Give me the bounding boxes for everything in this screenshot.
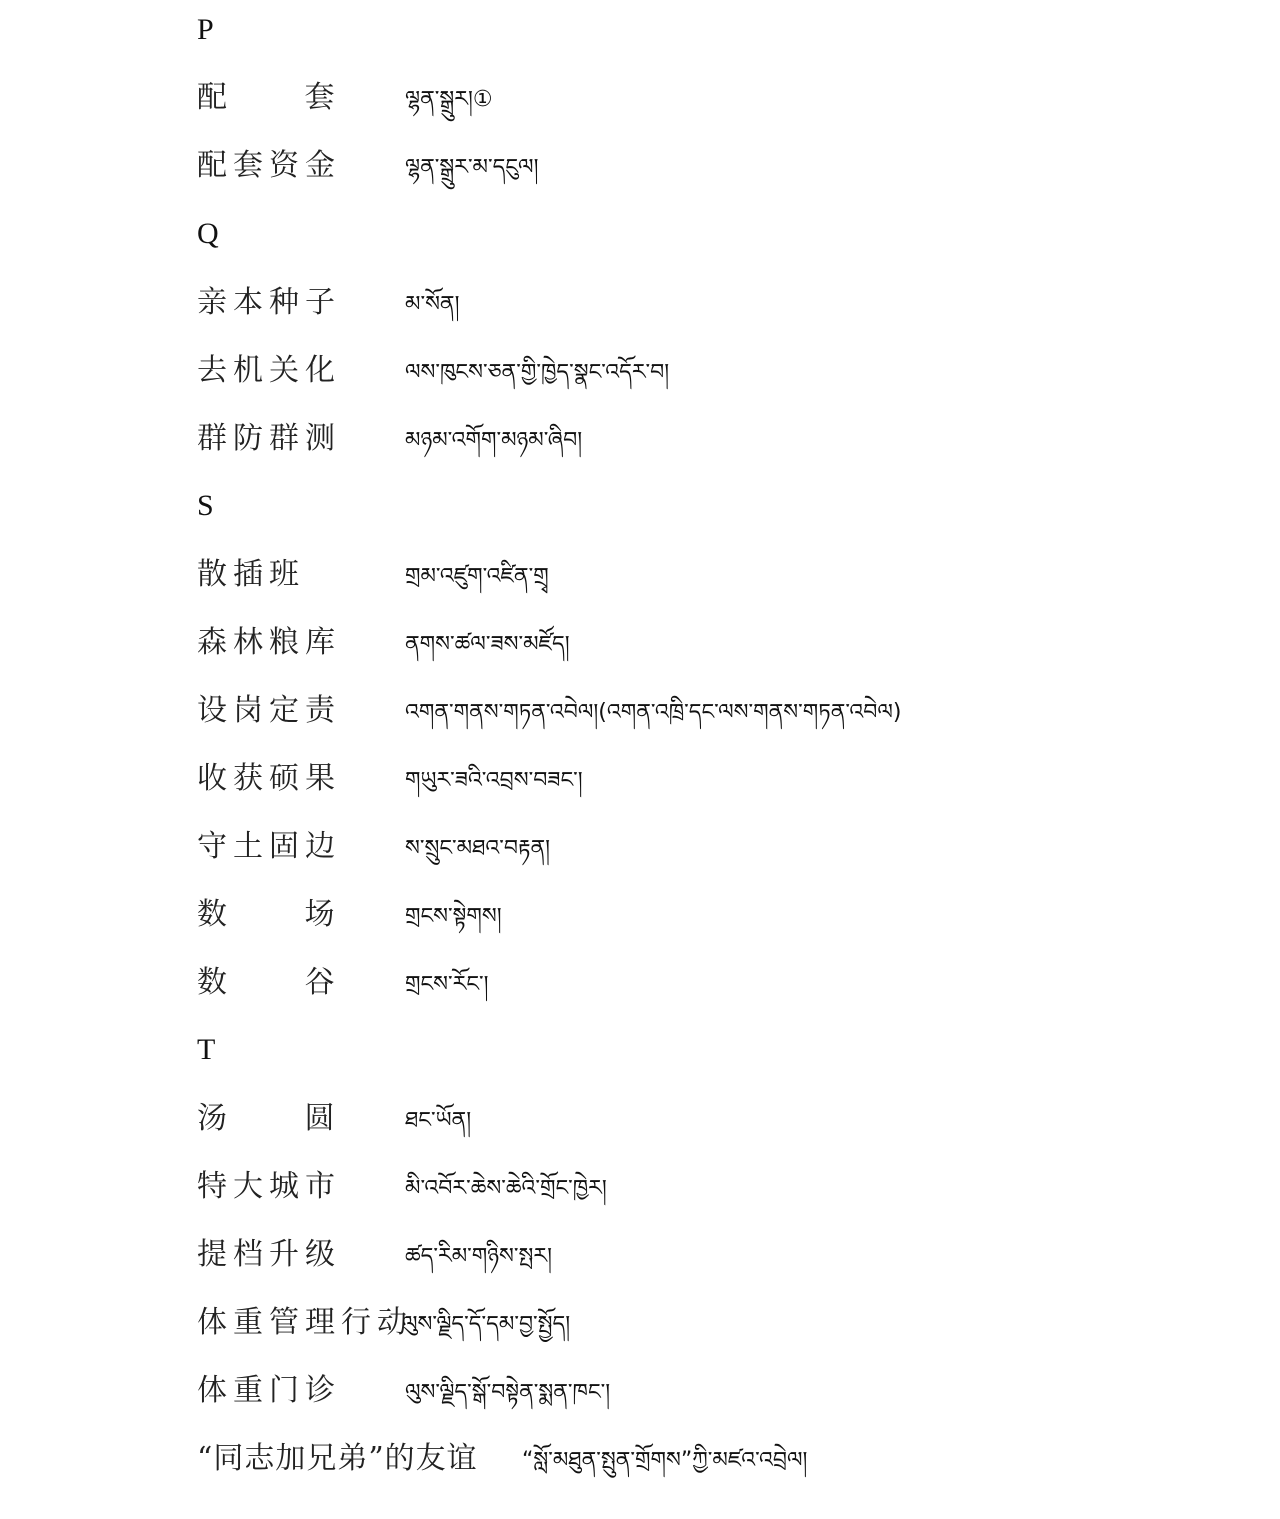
tibetan-term: མཉམ་འགོག་མཉམ་ཞིབ། — [405, 428, 583, 453]
tibetan-term: ལྷན་སྒྲུར་མ་དངུལ། — [405, 155, 539, 180]
tibetan-term: གྲམ་འཛུག་འཛིན་གྲྭ — [405, 564, 549, 589]
chinese-term: 收获硕果 — [197, 761, 341, 796]
tibetan-term: ཐང་ཡོན། — [405, 1108, 472, 1133]
chinese-term: 特大城市 — [197, 1169, 341, 1204]
glossary-entry — [197, 757, 1197, 801]
tibetan-term: འགན་གནས་གཏན་འབེལ།(འགན་འཁྲི་དང་ལས་གནས་གཏན་འབེལ) — [405, 700, 902, 725]
tibetan-term: ནགས་ཚལ་ཟས་མཛོད། — [405, 632, 570, 657]
chinese-term: 体重管理行动 — [197, 1305, 413, 1340]
glossary-entry — [197, 961, 1197, 1005]
glossary-entry — [197, 1233, 1197, 1277]
section-letter-s: S — [197, 489, 214, 522]
section-letter-q: Q — [197, 217, 219, 250]
chinese-term: “同志加兄弟”的友谊 — [197, 1441, 478, 1476]
tibetan-term: ལས་ཁུངས་ཅན་གྱི་ཁྱེད་སྣང་འདོར་བ། — [405, 360, 670, 385]
section-letter-t: T — [197, 1033, 216, 1066]
tibetan-term: གཡུར་ཟའི་འབྲས་བཟང་། — [405, 768, 583, 793]
glossary-entry — [197, 1437, 1197, 1481]
chinese-term: 体重门诊 — [197, 1373, 341, 1408]
tibetan-term: “སློ་མཐུན་སྤུན་གྲོགས”ཀྱི་མཛའ་འབྲེལ། — [522, 1448, 808, 1473]
glossary-entry — [197, 281, 1197, 325]
chinese-term: 去机关化 — [197, 353, 341, 388]
tibetan-term: མི་འབོར་ཆེས་ཆེའི་གྲོང་ཁྱེར། — [405, 1176, 607, 1201]
chinese-term: 配 套 — [197, 80, 369, 115]
glossary-entry — [197, 553, 1197, 597]
chinese-term: 数 场 — [197, 897, 369, 932]
chinese-term: 守土固边 — [197, 829, 341, 864]
chinese-term: 森林粮库 — [197, 625, 341, 660]
glossary-entry — [197, 825, 1197, 869]
chinese-term: 散插班 — [197, 557, 305, 592]
glossary-entry — [197, 621, 1197, 665]
chinese-term: 亲本种子 — [197, 285, 341, 320]
chinese-term: 数 谷 — [197, 965, 369, 1000]
tibetan-term: མ་སོན། — [405, 292, 460, 317]
glossary-entry — [197, 1097, 1197, 1141]
chinese-term: 群防群测 — [197, 421, 341, 456]
glossary-entry — [197, 144, 1197, 188]
glossary-entry — [197, 76, 1197, 120]
glossary-entry — [197, 1165, 1197, 1209]
chinese-term: 配套资金 — [197, 148, 341, 183]
chinese-term: 汤 圆 — [197, 1101, 369, 1136]
tibetan-term: ལུས་ལྗིད་སྒོ་བསྟེན་སྨན་ཁང་། — [405, 1380, 611, 1405]
tibetan-term: ས་སྲུང་མཐའ་བརྟན། — [405, 836, 551, 861]
tibetan-term: གྲངས་རོང་། — [405, 972, 489, 997]
tibetan-term: གྲངས་སྟེགས། — [405, 904, 502, 929]
chinese-term: 提档升级 — [197, 1237, 341, 1272]
glossary-entry — [197, 689, 1197, 733]
tibetan-term: ལྷན་སྒྲུར།① — [405, 87, 493, 112]
tibetan-term: ཚད་རིམ་གཉིས་སྤར། — [405, 1244, 552, 1269]
section-letter-p: P — [197, 13, 214, 46]
chinese-term: 设岗定责 — [197, 693, 341, 728]
tibetan-term: ལུས་ལྗིད་དོ་དམ་བྱ་སྤྱོད། — [402, 1312, 571, 1337]
glossary-entry — [197, 893, 1197, 937]
glossary-entry — [197, 349, 1197, 393]
glossary-entry — [197, 1369, 1197, 1413]
glossary-entry — [197, 1301, 1197, 1345]
glossary-entry — [197, 417, 1197, 461]
